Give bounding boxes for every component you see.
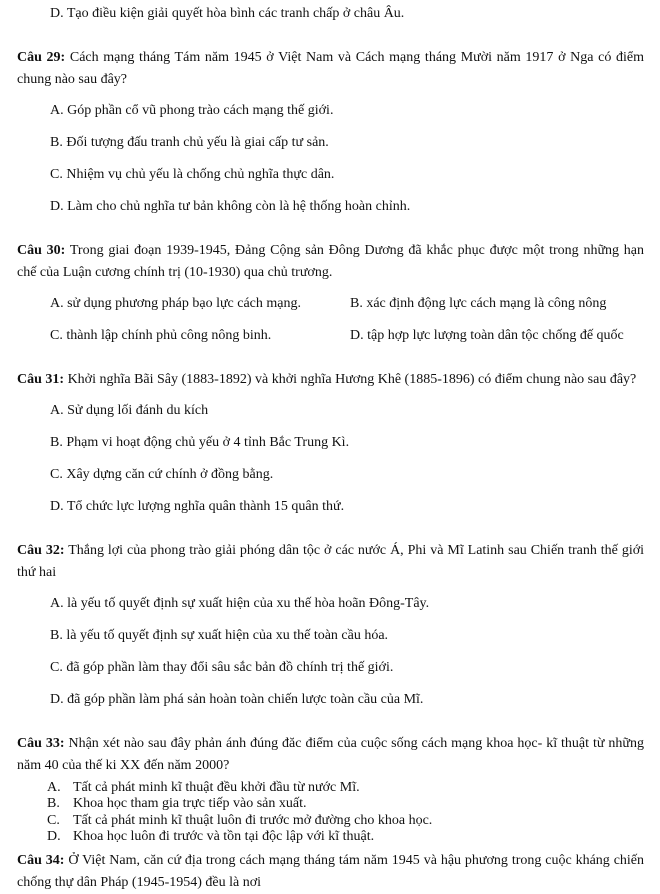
option-text: B. là yếu tố quyết định sự xuất hiện của xu thế toàn cầu hóa. bbox=[50, 628, 389, 643]
question-30-option-b bbox=[350, 293, 644, 315]
option-text: A. Góp phần cổ vũ phong trào cách mạng thế giới. bbox=[50, 103, 334, 118]
question-33-option-d bbox=[47, 829, 644, 845]
question-33-option-c bbox=[47, 813, 644, 829]
question-32-option-d bbox=[50, 689, 644, 711]
question-31-label: Câu 31: bbox=[17, 372, 65, 387]
option-text: B. xác định động lực cách mạng là công nông bbox=[350, 296, 607, 311]
option-text: A. sử dụng phương pháp bạo lực cách mạng. bbox=[50, 296, 302, 311]
question-28-option-d bbox=[50, 3, 644, 25]
question-34-label: Câu 34: bbox=[17, 852, 65, 868]
option-letter: C. bbox=[47, 812, 60, 828]
question-34 bbox=[17, 850, 644, 894]
option-text: D. tập hợp lực lượng toàn dân tộc chống đế quốc bbox=[350, 328, 624, 343]
question-31-option-c bbox=[50, 464, 644, 486]
question-30 bbox=[17, 240, 644, 284]
question-30-label: Câu 30: bbox=[17, 243, 66, 258]
question-31-option-d bbox=[50, 496, 644, 518]
question-29-text: Cách mạng tháng Tám năm 1945 ở Việt Nam và Cách mạng tháng Mười năm 1917 ở Nga có điểm chung nào sau đây? bbox=[17, 50, 644, 87]
option-text: C. đã góp phần làm thay đổi sâu sắc bản đồ chính trị thế giới. bbox=[50, 660, 394, 675]
option-text: D. Làm cho chủ nghĩa tư bản không còn là hệ thống hoàn chỉnh. bbox=[50, 199, 411, 214]
question-30-option-d bbox=[350, 325, 644, 347]
option-text: A. Sử dụng lối đánh du kích bbox=[50, 403, 209, 418]
option-text: D. Tổ chức lực lượng nghĩa quân thành 15 quân thứ. bbox=[50, 499, 345, 514]
question-32 bbox=[17, 540, 644, 584]
question-29 bbox=[17, 47, 644, 91]
option-text: Khoa học luôn đi trước và tồn tại độc lập với kĩ thuật. bbox=[73, 829, 375, 845]
question-31-option-b bbox=[50, 432, 644, 454]
question-30-text: Trong giai đoạn 1939-1945, Đảng Cộng sản Đông Dương đã khắc phục được một trong những hạn chế của Luận cương chính trị (10-1930) qua chủ trương. bbox=[17, 243, 645, 280]
question-33-option-b bbox=[47, 796, 644, 812]
question-30-options bbox=[50, 293, 644, 347]
question-32-text: Thắng lợi của phong trào giải phóng dân tộc ở các nước Á, Phi và Mĩ Latinh sau Chiến tranh thế giới thứ hai bbox=[17, 543, 645, 580]
option-text: Tất cả phát minh kĩ thuật luôn đi trước mở đường cho khoa học. bbox=[73, 812, 433, 828]
option-text: B. Đối tượng đấu tranh chủ yếu là giai cấp tư sản. bbox=[50, 135, 329, 150]
option-text: D. đã góp phần làm phá sản hoàn toàn chiến lược toàn cầu của Mĩ. bbox=[50, 692, 424, 707]
question-32-option-b bbox=[50, 625, 644, 647]
question-31-option-a bbox=[50, 400, 644, 422]
question-34-text: Ở Việt Nam, căn cứ địa trong cách mạng tháng tám năm 1945 và hậu phương trong cuộc kháng chiến chống thự dân Pháp (1945-1954) đều là nơi bbox=[17, 852, 645, 890]
option-text: D. Tạo điều kiện giải quyết hòa bình các tranh chấp ở châu Âu. bbox=[50, 6, 405, 21]
question-30-option-c bbox=[50, 325, 350, 347]
question-30-option-a bbox=[50, 293, 350, 315]
question-32-label: Câu 32: bbox=[17, 543, 65, 558]
question-33-text: Nhận xét nào sau đây phản ánh đúng đăc điểm của cuộc sống cách mạng khoa học- kĩ thuật từ những năm 40 của thế ki XX đến năm 2000? bbox=[17, 736, 645, 773]
option-text: B. Phạm vi hoạt động chủ yếu ở 4 tỉnh Bắc Trung Kì. bbox=[50, 435, 350, 450]
question-32-option-c bbox=[50, 657, 644, 679]
question-29-option-b bbox=[50, 132, 644, 154]
question-29-option-d bbox=[50, 196, 644, 218]
question-33-options bbox=[47, 780, 644, 846]
option-letter: B. bbox=[47, 796, 60, 812]
option-text: A. là yếu tố quyết định sự xuất hiện của xu thế hòa hoãn Đông-Tây. bbox=[50, 596, 430, 611]
question-31 bbox=[17, 369, 644, 391]
option-text: Tất cả phát minh kĩ thuật đều khởi đầu từ nước Mĩ. bbox=[73, 780, 360, 795]
question-33-option-a bbox=[47, 780, 644, 796]
option-letter: A. bbox=[47, 780, 61, 795]
option-text: C. Nhiệm vụ chủ yếu là chống chủ nghĩa thực dân. bbox=[50, 167, 335, 182]
option-text: C. Xây dựng căn cứ chính ở đồng bằng. bbox=[50, 467, 274, 482]
question-31-text: Khởi nghĩa Bãi Sây (1883-1892) và khởi nghĩa Hương Khê (1885-1896) có điểm chung nào sau đây? bbox=[67, 372, 637, 387]
question-29-option-a bbox=[50, 100, 644, 122]
option-text: Khoa học tham gia trực tiếp vào sản xuất. bbox=[73, 796, 307, 812]
question-32-option-a bbox=[50, 593, 644, 615]
question-29-option-c bbox=[50, 164, 644, 186]
option-letter: D. bbox=[47, 829, 61, 845]
question-33 bbox=[17, 733, 644, 777]
option-text: C. thành lập chính phủ công nông binh. bbox=[50, 328, 272, 343]
question-33-label: Câu 33: bbox=[17, 736, 65, 751]
question-29-label: Câu 29: bbox=[17, 50, 66, 65]
